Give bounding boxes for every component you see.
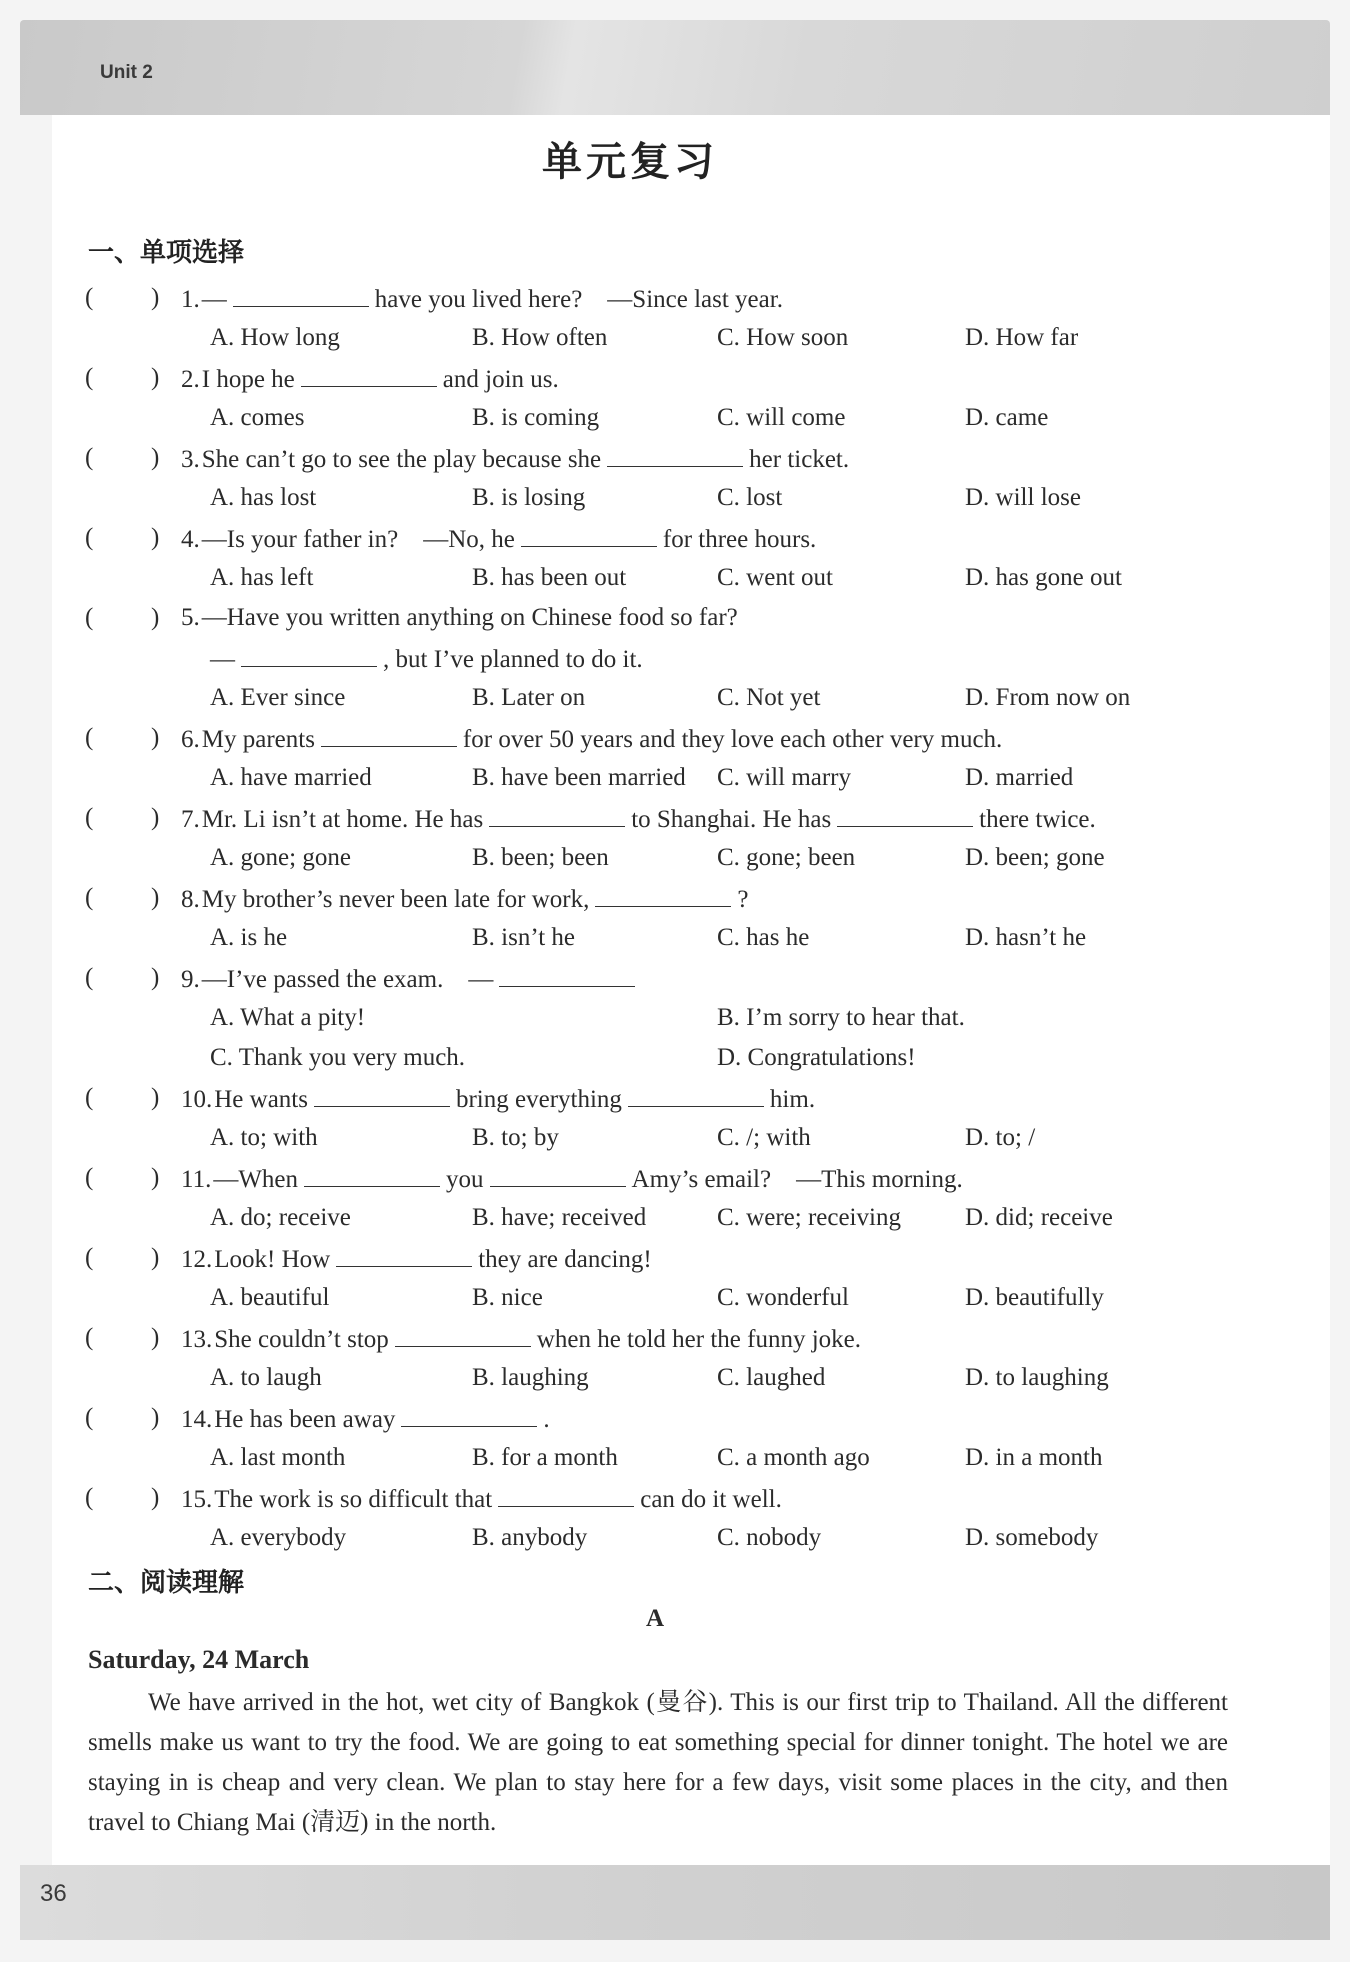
option-c: C. nobody — [717, 1524, 822, 1551]
question-10 — [85, 1078, 1285, 1158]
answer-paren-close: ) — [151, 1084, 160, 1111]
question-4 — [85, 518, 1285, 598]
answer-blank[interactable] — [595, 878, 731, 907]
option-a: A. to; with — [210, 1124, 318, 1151]
answer-paren-open: ( — [85, 1484, 94, 1511]
answer-paren-open: ( — [85, 524, 94, 551]
option-c: C. gone; been — [717, 844, 856, 871]
answer-blank[interactable] — [321, 718, 457, 747]
passage-letter: A — [645, 1605, 665, 1632]
question-stem-line-2: — , but I’ve planned to do it. — [210, 638, 643, 680]
option-d: D. did; receive — [965, 1204, 1113, 1231]
option-a: A. has left — [210, 564, 314, 591]
section-heading-reading: 二、阅读理解 — [88, 1568, 245, 1598]
answer-paren-close: ) — [151, 284, 160, 311]
answer-paren-close: ) — [151, 1164, 160, 1191]
option-c: C. a month ago — [717, 1444, 870, 1471]
option-d: D. to laughing — [965, 1364, 1109, 1391]
passage-paragraph: We have arrived in the hot, wet city of Bangkok (曼谷). This is our first trip to Thailand. All the different smells make us want to try the food. We are going to eat something special for dinner tonight. The hotel we are staying in is cheap and very clean. We plan to stay here for a few days, visit some places in the city, and then travel to Chiang Mai (清迈) in the north. — [88, 1689, 1228, 1836]
answer-paren-close: ) — [151, 964, 160, 991]
answer-blank[interactable] — [233, 278, 369, 307]
option-d: D. came — [965, 404, 1049, 431]
option-d: D. How far — [965, 324, 1079, 351]
answer-paren-open: ( — [85, 724, 94, 751]
option-c: C. How soon — [717, 324, 849, 351]
answer-blank[interactable] — [336, 1238, 472, 1267]
question-stem: 3.She can’t go to see the play because she her ticket. — [181, 438, 849, 480]
option-b: B. have been married — [472, 764, 686, 791]
answer-blank[interactable] — [301, 358, 437, 387]
option-d: D. From now on — [965, 684, 1131, 711]
question-2 — [85, 358, 1285, 438]
question-3 — [85, 438, 1285, 518]
answer-paren-open: ( — [85, 1244, 94, 1271]
question-15 — [85, 1478, 1285, 1558]
page-number: 36 — [40, 1880, 67, 1907]
option-d: D. Congratulations! — [717, 1044, 916, 1071]
answer-paren-close: ) — [151, 1484, 160, 1511]
question-6 — [85, 718, 1285, 798]
answer-blank[interactable] — [489, 798, 625, 827]
answer-paren-close: ) — [151, 884, 160, 911]
answer-paren-close: ) — [151, 364, 160, 391]
answer-blank[interactable] — [395, 1318, 531, 1347]
answer-paren-close: ) — [151, 1324, 160, 1351]
option-c: C. were; receiving — [717, 1204, 901, 1231]
option-c: C. lost — [717, 484, 783, 511]
option-d: D. hasn’t he — [965, 924, 1087, 951]
answer-paren-close: ) — [151, 1404, 160, 1431]
answer-blank[interactable] — [490, 1158, 626, 1187]
option-c: C. wonderful — [717, 1284, 849, 1311]
option-a: A. Ever since — [210, 684, 346, 711]
answer-paren-close: ) — [151, 604, 160, 631]
footer-band — [20, 1865, 1330, 1940]
option-c: C. will marry — [717, 764, 852, 791]
question-stem: 11.—When you Amy’s email? —This morning. — [181, 1158, 963, 1200]
answer-paren-open: ( — [85, 1324, 94, 1351]
question-stem: 14.He has been away . — [181, 1398, 550, 1440]
option-c: C. Not yet — [717, 684, 821, 711]
option-a: A. beautiful — [210, 1284, 330, 1311]
answer-blank[interactable] — [607, 438, 743, 467]
question-stem: 13.She couldn’t stop when he told her the funny joke. — [181, 1318, 861, 1360]
option-a: A. have married — [210, 764, 372, 791]
option-b: B. nice — [472, 1284, 543, 1311]
option-a: A. What a pity! — [210, 1004, 366, 1031]
question-stem: 7.Mr. Li isn’t at home. He has to Shanghai. He has there twice. — [181, 798, 1096, 840]
passage-date: Saturday, 24 March — [88, 1645, 310, 1674]
option-d: D. married — [965, 764, 1074, 791]
question-stem: 2.I hope he and join us. — [181, 358, 559, 400]
option-b: B. Later on — [472, 684, 586, 711]
question-7 — [85, 798, 1285, 878]
answer-paren-close: ) — [151, 444, 160, 471]
option-d: D. been; gone — [965, 844, 1105, 871]
question-stem: 9.—I’ve passed the exam. — — [181, 958, 641, 1000]
question-stem: 15.The work is so difficult that can do it well. — [181, 1478, 782, 1520]
answer-paren-open: ( — [85, 1404, 94, 1431]
option-b: B. is coming — [472, 404, 600, 431]
question-stem: 12.Look! How they are dancing! — [181, 1238, 652, 1280]
question-5 — [85, 598, 1285, 718]
question-1 — [85, 278, 1285, 358]
answer-paren-close: ) — [151, 724, 160, 751]
option-d: D. to; / — [965, 1124, 1036, 1151]
option-a: A. is he — [210, 924, 288, 951]
answer-blank[interactable] — [628, 1078, 764, 1107]
option-b: B. is losing — [472, 484, 586, 511]
option-d: D. beautifully — [965, 1284, 1104, 1311]
answer-paren-open: ( — [85, 884, 94, 911]
option-a: A. comes — [210, 404, 305, 431]
option-d: D. has gone out — [965, 564, 1122, 591]
option-a: A. to laugh — [210, 1364, 322, 1391]
option-d: D. somebody — [965, 1524, 1099, 1551]
question-14 — [85, 1398, 1285, 1478]
option-c: C. has he — [717, 924, 810, 951]
answer-paren-open: ( — [85, 1084, 94, 1111]
answer-blank[interactable] — [314, 1078, 450, 1107]
page-title: 单元复习 — [542, 139, 718, 185]
answer-paren-open: ( — [85, 364, 94, 391]
option-b: B. for a month — [472, 1444, 618, 1471]
question-stem: 5.—Have you written anything on Chinese food so far? — [181, 604, 738, 631]
answer-paren-close: ) — [151, 1244, 160, 1271]
section-heading-multiple-choice: 一、单项选择 — [88, 238, 245, 268]
header-band — [20, 20, 1330, 115]
option-a: A. gone; gone — [210, 844, 351, 871]
option-b: B. isn’t he — [472, 924, 576, 951]
answer-paren-open: ( — [85, 964, 94, 991]
answer-blank[interactable] — [521, 518, 657, 547]
question-8 — [85, 878, 1285, 958]
answer-paren-close: ) — [151, 524, 160, 551]
option-b: B. laughing — [472, 1364, 589, 1391]
option-d: D. in a month — [965, 1444, 1103, 1471]
option-a: A. do; receive — [210, 1204, 351, 1231]
answer-paren-open: ( — [85, 284, 94, 311]
answer-paren-close: ) — [151, 804, 160, 831]
option-c: C. /; with — [717, 1124, 811, 1151]
question-stem: 8.My brother’s never been late for work, ? — [181, 878, 748, 920]
option-c: C. Thank you very much. — [210, 1044, 466, 1071]
option-b: B. been; been — [472, 844, 609, 871]
question-stem: 10.He wants bring everything him. — [181, 1078, 815, 1120]
answer-blank[interactable] — [401, 1398, 537, 1427]
question-stem: 1.— have you lived here? —Since last year. — [181, 278, 783, 320]
option-b: B. has been out — [472, 564, 627, 591]
answer-blank[interactable] — [499, 958, 635, 987]
option-a: A. everybody — [210, 1524, 347, 1551]
question-9 — [85, 958, 1285, 1078]
answer-blank[interactable] — [304, 1158, 440, 1187]
question-11 — [85, 1158, 1285, 1238]
option-b: B. I’m sorry to hear that. — [717, 1004, 965, 1031]
option-d: D. will lose — [965, 484, 1081, 511]
answer-blank[interactable] — [837, 798, 973, 827]
answer-paren-open: ( — [85, 1164, 94, 1191]
question-stem: 4.—Is your father in? —No, he for three hours. — [181, 518, 816, 560]
answer-blank[interactable] — [498, 1478, 634, 1507]
option-c: C. went out — [717, 564, 833, 591]
answer-blank[interactable] — [241, 638, 377, 667]
option-c: C. will come — [717, 404, 846, 431]
option-c: C. laughed — [717, 1364, 826, 1391]
option-a: A. has lost — [210, 484, 317, 511]
question-stem: 6.My parents for over 50 years and they love each other very much. — [181, 718, 1002, 760]
unit-label: Unit 2 — [100, 62, 153, 83]
answer-paren-open: ( — [85, 444, 94, 471]
question-13 — [85, 1318, 1285, 1398]
option-a: A. How long — [210, 324, 340, 351]
option-a: A. last month — [210, 1444, 346, 1471]
question-12 — [85, 1238, 1285, 1318]
option-b: B. anybody — [472, 1524, 588, 1551]
option-b: B. to; by — [472, 1124, 559, 1151]
answer-paren-open: ( — [85, 604, 94, 631]
answer-paren-open: ( — [85, 804, 94, 831]
option-b: B. have; received — [472, 1204, 647, 1231]
option-b: B. How often — [472, 324, 608, 351]
